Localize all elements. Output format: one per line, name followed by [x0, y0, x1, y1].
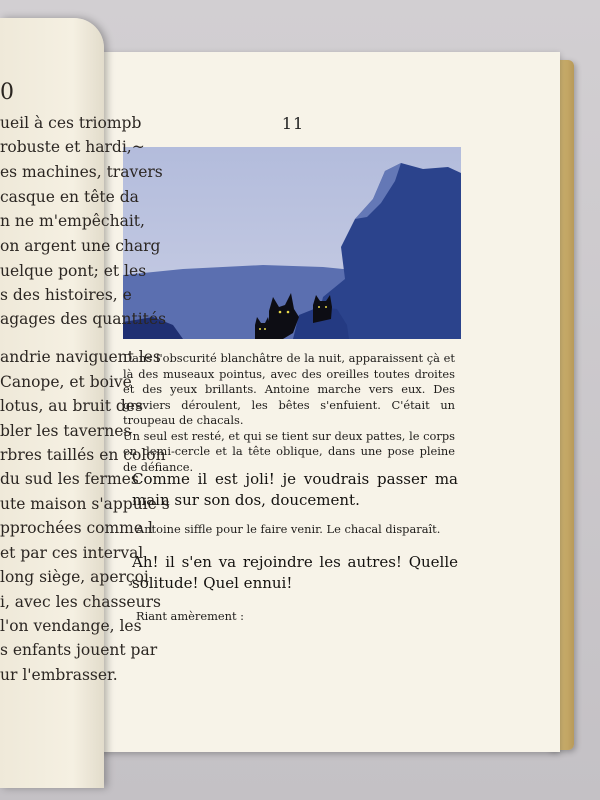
left-text-line: l'on vendange, les	[0, 617, 142, 635]
left-text-line: du sud les fermes	[0, 470, 139, 488]
left-text-line: agages des quantités	[0, 310, 167, 328]
left-text-line: uelque pont; et les	[0, 262, 147, 280]
stage-direction-1: Antoine siffle pour le faire venir. Le chacal disparaît.	[136, 522, 441, 536]
left-text-line: ueil à ces triompb	[0, 114, 142, 132]
page-number: 11	[281, 114, 305, 133]
jackals-illustration-image	[123, 147, 461, 339]
left-text-line: casque en tête da	[0, 188, 139, 206]
left-text-line: i, avec les chasseurs	[0, 593, 161, 611]
left-page	[0, 18, 170, 788]
left-text-line: n ne m'empêchait,	[0, 212, 145, 230]
left-text-line: ute maison s'appuie s	[0, 495, 170, 513]
antoine-speech-2: Ah! il s'en va rejoindre les autres! Quelle solitude! Quel ennui!	[132, 553, 458, 592]
stage-direction-2: Riant amèrement :	[136, 609, 244, 623]
left-text-line: lotus, au bruit des	[0, 397, 143, 415]
left-text-line: rbres taillés en colon	[0, 446, 166, 464]
left-text-line: on argent une charg	[0, 237, 161, 255]
narration-paragraph-1: Dans l'obscurité blanchâtre de la nuit, apparaissent çà et là des museaux pointus, avec des oreilles toutes droites et des yeux brillants. Antoine marche vers eux. Des graviers déroulent, les bêtes s'enfuient. C'était un troupeau de chacals.	[123, 351, 455, 427]
right-page	[100, 52, 560, 752]
left-text-line: long siège, aperçoi	[0, 568, 149, 586]
narration-paragraph-2: Un seul est resté, et qui se tient sur deux pattes, le corps en demi-cercle et la tête oblique, dans une pose pleine de défiance.	[123, 428, 455, 474]
left-text-line: robuste et hardi,~	[0, 138, 145, 156]
left-text-line: Canope, et boive	[0, 373, 132, 391]
left-text-line: es machines, travers	[0, 163, 163, 181]
illustration-jackals	[123, 147, 461, 339]
left-page-number: 0	[0, 80, 14, 105]
narration-block	[123, 351, 455, 475]
left-text-line: andrie naviguent les	[0, 348, 161, 366]
left-text-line: et par ces interval	[0, 544, 144, 562]
left-text-line: pprochées comme l	[0, 519, 153, 537]
left-text-line: ur l'embrasser.	[0, 666, 118, 684]
left-text-line: s des histoires, e	[0, 286, 132, 304]
left-text-line: bler les tavernes	[0, 422, 132, 440]
antoine-speech-1: Comme il est joli! je voudrais passer ma main sur son dos, doucement.	[132, 470, 458, 509]
left-text-line: s enfants jouent par	[0, 641, 158, 659]
